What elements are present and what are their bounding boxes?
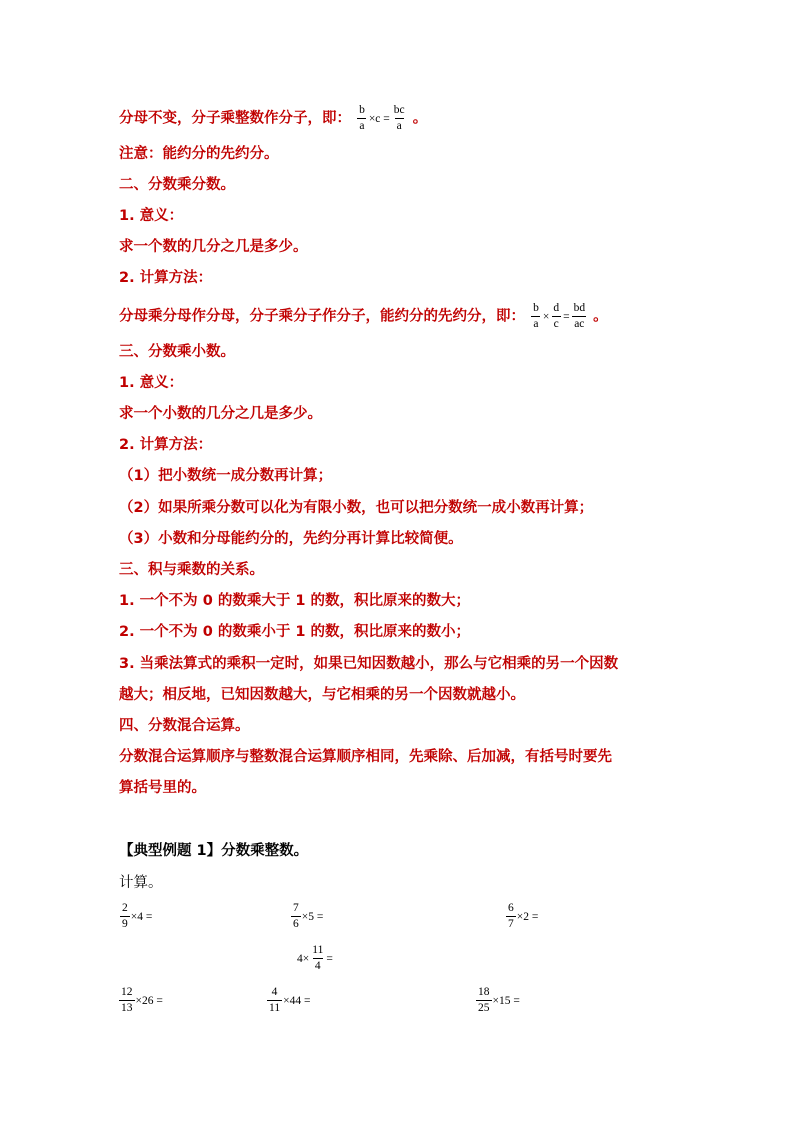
fraction: $\frac{b}{a}$ xyxy=(533,302,539,330)
list-item: （2）如果所乘分数可以化为有限小数，也可以把分数统一成小数再计算； xyxy=(119,500,594,516)
list-item: 1. 一个不为 0 的数乘大于 1 的数，积比原来的数大； xyxy=(119,593,471,609)
list-item: 2. 一个不为 0 的数乘小于 1 的数，积比原来的数小； xyxy=(119,624,471,640)
exercise-5: $\frac{12}{13}$ ×26 = xyxy=(121,986,163,1014)
text-line: 求一个小数的几分之几是多少。 xyxy=(119,406,322,422)
subheading: 1. 意义： xyxy=(119,375,184,391)
instruction: 计算。 xyxy=(119,875,163,891)
exercise-3: $\frac{6}{7}$ ×2 = xyxy=(508,902,539,930)
subheading: 2. 计算方法： xyxy=(119,270,213,286)
list-item: （3）小数和分母能约分的，先约分再计算比较简便。 xyxy=(119,531,463,547)
note-line: 注意：能约分的先约分。 xyxy=(119,146,279,162)
text-line: 求一个数的几分之几是多少。 xyxy=(119,239,308,255)
rule-text: 分母不变，分子乘整数作分子，即： xyxy=(119,110,351,127)
fraction: $\frac{12}{13}$ xyxy=(121,986,133,1014)
subheading: 2. 计算方法： xyxy=(119,437,213,453)
exercise-6: $\frac{4}{11}$ ×44 = xyxy=(269,986,311,1014)
text-line: 越大；相反地，已知因数越大，与它相乘的另一个因数就越小。 xyxy=(119,687,525,703)
fraction: $\frac{bd}{ac}$ xyxy=(573,302,586,330)
section-heading: 三、分数乘小数。 xyxy=(119,344,235,360)
text-line: 分数混合运算顺序与整数混合运算顺序相同，先乘除、后加减，有括号时要先 xyxy=(119,749,612,765)
fraction: $\frac{b}{a}$ xyxy=(359,104,365,132)
fraction: $\frac{6}{7}$ xyxy=(508,902,514,930)
rule-fraction-times-integer: 分母不变，分子乘整数作分子，即： $\frac{b}{a}$ ×c = $\frac{bc}{a}$ 。 xyxy=(119,104,428,132)
exercise-7: $\frac{18}{25}$ ×15 = xyxy=(478,986,520,1014)
fraction: $\frac{7}{6}$ xyxy=(293,902,299,930)
rule-text: 分母乘分母作分母，分子乘分子作分子，能约分的先约分，即： xyxy=(119,308,525,325)
fraction: $\frac{18}{25}$ xyxy=(478,986,490,1014)
fraction: $\frac{4}{11}$ xyxy=(269,986,281,1014)
section-heading: 三、积与乘数的关系。 xyxy=(119,562,264,578)
formula-b-over-a-times-c: $\frac{b}{a}$ ×c = $\frac{bc}{a}$ xyxy=(359,104,405,132)
list-item: （1）把小数统一成分数再计算； xyxy=(119,468,333,484)
section-heading: 二、分数乘分数。 xyxy=(119,177,235,193)
fraction: $\frac{11}{4}$ xyxy=(312,944,324,972)
text-line: 算括号里的。 xyxy=(119,780,206,796)
list-item: 3. 当乘法算式的乘积一定时，如果已知因数越小，那么与它相乘的另一个因数 xyxy=(119,656,619,672)
fraction: $\frac{bc}{a}$ xyxy=(393,104,405,132)
exercise-4: 4× $\frac{11}{4}$ = xyxy=(297,944,333,972)
example-title: 【典型例题 1】分数乘整数。 xyxy=(119,843,309,859)
subheading: 1. 意义： xyxy=(119,208,184,224)
rule-fraction-times-fraction: 分母乘分母作分母，分子乘分子作分子，能约分的先约分，即： $\frac{b}{a}$ × $\frac{d}{c}$ = $\frac{bd}{ac}$ 。 xyxy=(119,302,608,330)
exercise-2: $\frac{7}{6}$ ×5 = xyxy=(293,902,324,930)
formula-b-over-a-times-d-over-c: $\frac{b}{a}$ × $\frac{d}{c}$ = $\frac{bd}{ac}$ xyxy=(533,302,586,330)
fraction: $\frac{2}{9}$ xyxy=(122,902,128,930)
section-heading: 四、分数混合运算。 xyxy=(119,718,250,734)
exercise-1: $\frac{2}{9}$ ×4 = xyxy=(122,902,153,930)
fraction: $\frac{d}{c}$ xyxy=(553,302,560,330)
